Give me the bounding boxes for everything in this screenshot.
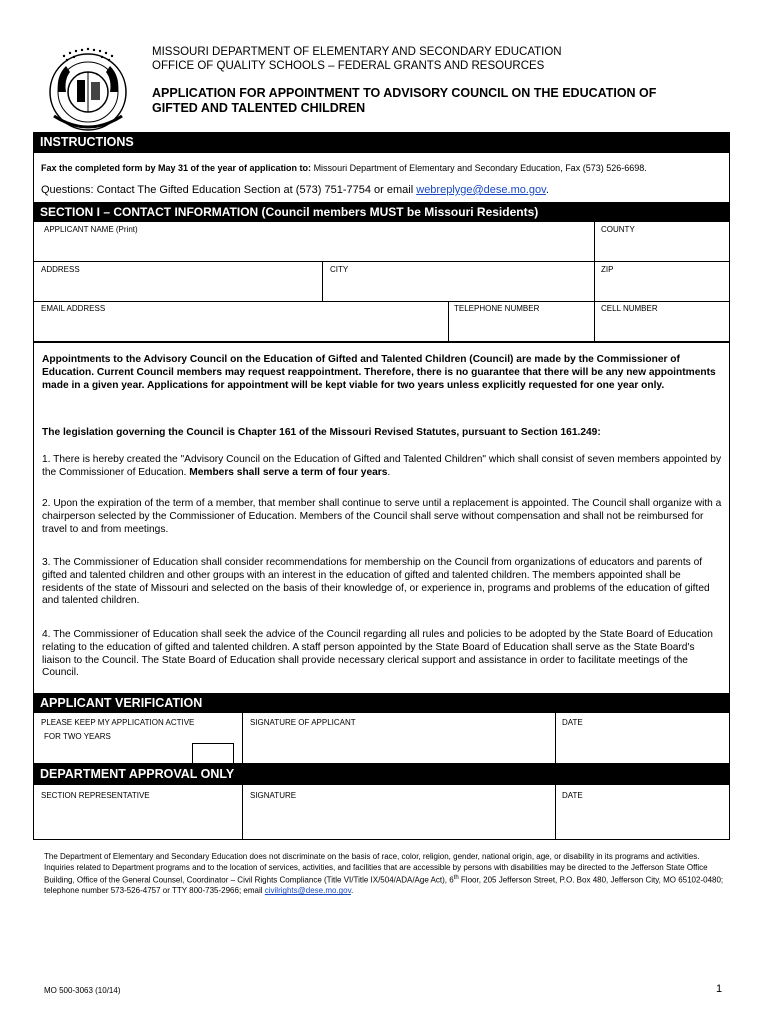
applicant-signature-label: SIGNATURE OF APPLICANT	[250, 718, 356, 727]
header-line2: OFFICE OF QUALITY SCHOOLS – FEDERAL GRANTS AND RESOURCES	[152, 60, 545, 72]
applicant-signature-field[interactable]	[246, 729, 551, 761]
verification-date-field[interactable]	[559, 729, 725, 761]
zip-field[interactable]	[598, 275, 726, 299]
paragraph-1-text: 1. There is hereby created the "Advisory Council on the Education of Gifted and Talented Children" which shall consist of seven members appointed by the Commissioner of Education.	[42, 454, 722, 478]
form-number: MO 500-3063 (10/14)	[44, 986, 121, 995]
section-rep-field[interactable]	[36, 803, 238, 837]
keep-active-label: PLEASE KEEP MY APPLICATION ACTIVE	[41, 718, 195, 727]
telephone-label: TELEPHONE NUMBER	[454, 304, 540, 313]
title-line1: APPLICATION FOR APPOINTMENT TO ADVISORY COUNCIL ON THE EDUCATION OF	[152, 86, 657, 100]
verification-date-label: DATE	[562, 718, 583, 727]
address-field[interactable]	[36, 275, 318, 299]
council-information	[33, 342, 730, 694]
paragraph-1: 1. There is hereby created the "Advisory Council on the Education of Gifted and Talented Children" which shall consist of seven members appointed by the Commissioner of Education. Members shall serve a term of four years.	[42, 454, 722, 478]
questions-text: Questions: Contact The Gifted Education Section at (573) 751-7754 or email	[41, 184, 417, 196]
header-line1: MISSOURI DEPARTMENT OF ELEMENTARY AND SECONDARY EDUCATION	[152, 46, 562, 58]
form-title	[152, 86, 656, 116]
legislation-paragraph: The legislation governing the Council is Chapter 161 of the Missouri Revised Statutes, pursuant to Section 161.249:	[42, 427, 601, 438]
intro-paragraph: Appointments to the Advisory Council on the Education of Gifted and Talented Children (Council) are made by the Commissioner of Education. Current Council members may request reappointment. Therefore, there is no guarantee that there will be any new appointments made in a given year. Applications for appointment will be kept viable for two years unless explicitly requested for one year only.	[42, 354, 716, 391]
applicant-name-field[interactable]	[36, 234, 590, 259]
county-label: COUNTY	[601, 225, 635, 234]
verification-table	[33, 712, 730, 764]
city-field[interactable]	[326, 275, 590, 299]
paragraph-3: 3. The Commissioner of Education shall consider recommendations for membership on the Council from organizations of educators and parents of gifted and talented children and other groups with an interest in the education of gifted and talented children. The members appointed shall be residents of the state of Missouri and selected on the basis of their knowledge of, or experience in, programs and problems of the education of gifted and talented children.	[42, 557, 710, 607]
approval-date-field[interactable]	[559, 803, 725, 837]
approval-date-label: DATE	[562, 791, 583, 800]
department-header	[152, 45, 562, 73]
webreply-email-link[interactable]: webreplyge@dese.mo.gov	[416, 184, 546, 196]
cell-field[interactable]	[598, 315, 726, 339]
section1-heading: SECTION I – CONTACT INFORMATION (Council members MUST be Missouri Residents)	[33, 203, 730, 221]
approval-signature-label: SIGNATURE	[250, 791, 297, 800]
email-address-label: EMAIL ADDRESS	[41, 304, 106, 313]
contact-info-table	[33, 221, 730, 342]
applicant-name-label: APPLICANT NAME (Print)	[44, 225, 138, 234]
notice-sup: th	[453, 875, 459, 882]
verification-heading: APPLICANT VERIFICATION	[33, 694, 730, 712]
missouri-seal-logo	[44, 46, 132, 134]
title-line2: GIFTED AND TALENTED CHILDREN	[152, 101, 366, 115]
cell-label: CELL NUMBER	[601, 304, 658, 313]
fax-label: Fax the completed form by May 31 of the year of application to:	[41, 163, 312, 173]
questions-line: Questions: Contact The Gifted Education Section at (573) 751-7754 or email webreplyge@dese.mo.gov.	[41, 184, 549, 196]
page-number: 1	[716, 983, 723, 995]
civilrights-email-link[interactable]: civilrights@dese.mo.gov	[264, 886, 351, 896]
notice-text: The Department of Elementary and Secondary Education does not discriminate on the basis of race, color, religion, gender, national origin, age, or disability in its programs and activities. Inquiries related to Department programs and to the location of services, activities, and facilities that are accessible by persons with disabilities may be directed to the Jefferson State Office Building, Office of the General Counsel, Coordinator – Civil Rights Compliance (Title VI/Title IX/504/ADA/Age Act), 6	[44, 852, 708, 885]
approval-signature-field[interactable]	[246, 803, 551, 837]
instructions-heading: INSTRUCTIONS	[33, 132, 730, 152]
fax-value: Missouri Department of Elementary and Secondary Education, Fax (573) 526-6698.	[311, 163, 647, 173]
instructions-box	[33, 152, 730, 203]
city-label: CITY	[330, 265, 349, 274]
approval-heading: DEPARTMENT APPROVAL ONLY	[33, 764, 730, 784]
zip-label: ZIP	[601, 265, 614, 274]
county-field[interactable]	[598, 234, 726, 259]
paragraph-4: 4. The Commissioner of Education shall seek the advice of the Council regarding all rules and policies to be adopted by the State Board of Education relating to the education of gifted and talented children. A staff person appointed by the State Board of Education shall serve as the State Board's liaison to the Council. The State Board of Education shall provide necessary clerical support and assistance in order to facilitate meetings of the Council.	[42, 629, 713, 679]
paragraph-1-bold: Members shall serve a term of four years	[189, 466, 388, 478]
section-rep-label: SECTION REPRESENTATIVE	[41, 791, 150, 800]
fax-instruction	[41, 162, 647, 174]
two-years-label: FOR TWO YEARS	[44, 732, 111, 741]
approval-table	[33, 784, 730, 840]
address-label: ADDRESS	[41, 265, 80, 274]
nondiscrimination-notice: The Department of Elementary and Secondary Education does not discriminate on the basis of race, color, religion, gender, national origin, age, or disability in its programs and activities. Inquiries related to Department programs and to the location of services, activities, and facilities that are accessible by persons with disabilities may be directed to the Jefferson State Office Building, Office of the General Counsel, Coordinator – Civil Rights Compliance (Title VI/Title IX/504/ADA/Age Act), 6th Floor, 205 Jefferson Street, P.O. Box 480, Jefferson City, MO 65102-0480; telephone number 573-526-4757 or TTY 800-735-2966; email civilrights@dese.mo.gov.	[44, 852, 724, 896]
notice-text2: Floor, 205 Jefferson Street, P.O. Box 480, Jefferson City, MO 65102-0480; telephone number 573-526-4757 or TTY 800-735-2966; email	[44, 875, 724, 896]
telephone-field[interactable]	[452, 315, 590, 339]
paragraph-2: 2. Upon the expiration of the term of a member, that member shall continue to serve until a replacement is appointed. The Council shall organize with a chairperson selected by the Commissioner of Education. Members of the Council shall serve without compensation and shall not be reimbursed for travel to and from meetings.	[42, 498, 722, 535]
email-address-field[interactable]	[36, 315, 444, 339]
